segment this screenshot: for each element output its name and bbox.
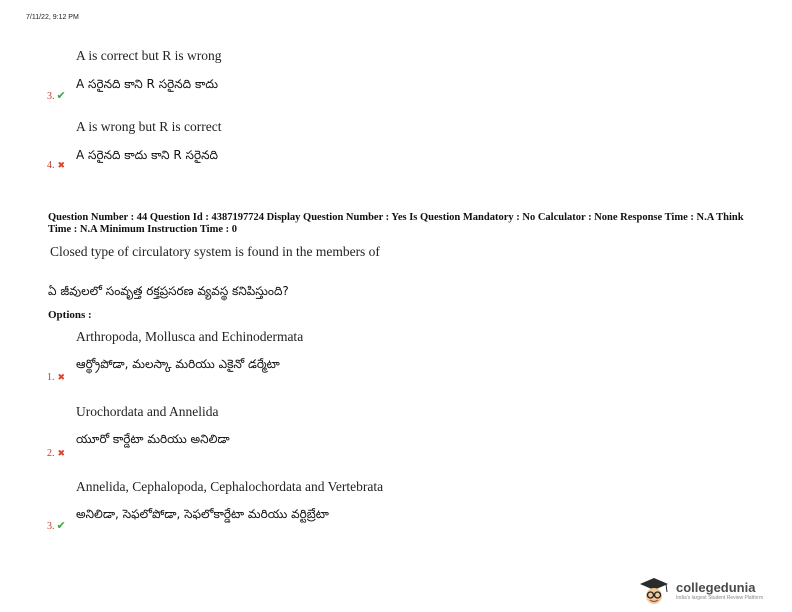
prev-option-3-text-te: A సరైనది కాని R సరైనది కాదు (76, 77, 218, 91)
option-2-text-te: యూరో కార్డేటా మరియు అనిలిడా (76, 432, 230, 446)
options-label: Options : (48, 309, 92, 321)
option-2-text-en: Urochordata and Annelida (76, 404, 219, 419)
option-1-text-en: Arthropoda, Mollusca and Echinodermata (76, 329, 304, 344)
prev-option-3-marker (47, 89, 66, 102)
option-3-text-en: Annelida, Cephalopoda, Cephalochordata and Vertebrata (76, 479, 384, 494)
cross-icon: ✖ (57, 161, 66, 171)
collegedunia-logo (636, 576, 786, 606)
graduate-mascot-icon (636, 576, 672, 606)
option-number: 3. (47, 521, 55, 532)
question-text-te: ఏ జీవులలో సంవృత్త రక్తప్రసరణ వ్యవస్థ కనిపిస్తుంది? (48, 284, 289, 298)
cross-icon: ✖ (57, 449, 66, 459)
option-1-marker (47, 372, 65, 383)
option-number: 3. (47, 91, 55, 102)
prev-option-3-text-en: A is correct but R is wrong (76, 48, 222, 63)
option-1-text-te: ఆర్థ్రోపోడా, మలస్కా మరియు ఎకైనో డర్మేటా (76, 357, 280, 371)
option-3-marker (47, 519, 66, 532)
cross-icon: ✖ (57, 373, 66, 383)
prev-option-4-text-te: A సరైనది కాదు కాని R సరైనది (76, 148, 218, 162)
question-metadata: Question Number : 44 Question Id : 4387197724 Display Question Number : Yes Is Question Mandatory : No Calculator : None Response Time : N.A Think Time : N.A Minimum Instruction Time : 0 (48, 212, 744, 235)
option-3-text-te: అనిలిడా, సెఫలోపోడా, సెఫలోకార్డేటా మరియు వర్టిబ్రేటా (76, 507, 329, 521)
check-icon: ✔ (56, 519, 66, 532)
check-icon: ✔ (56, 89, 66, 102)
prev-option-4-marker (47, 160, 65, 171)
option-number: 2. (47, 448, 55, 459)
logo-name: collegedunia (676, 580, 756, 595)
logo-tagline: India's largest Student Review Platform (676, 595, 764, 601)
prev-option-4-text-en: A is wrong but R is correct (76, 119, 222, 134)
option-number: 4. (47, 160, 55, 171)
question-text-en: Closed type of circulatory system is found in the members of (50, 244, 380, 259)
print-timestamp: 7/11/22, 9:12 PM (26, 14, 79, 21)
option-number: 1. (47, 372, 55, 383)
option-2-marker (47, 448, 65, 459)
